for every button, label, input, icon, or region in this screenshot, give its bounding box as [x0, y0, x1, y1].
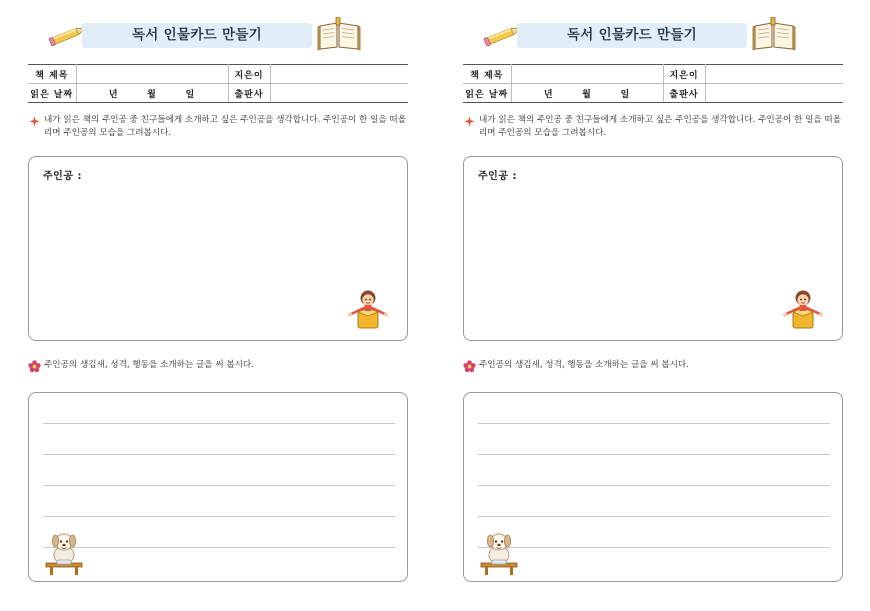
- title-row: [28, 14, 408, 56]
- instruction-draw-text: 내가 읽은 책의 주인공 중 친구들에게 소개하고 싶은 주인공을 생각합니다. 주인공이 한 일을 떠올리며 주인공의 모습을 그려봅시다.: [44, 115, 407, 139]
- field-book-title[interactable]: [511, 65, 663, 84]
- writing-rule: [478, 516, 830, 517]
- drawing-label: 주인공 :: [478, 171, 517, 182]
- field-publisher[interactable]: [270, 84, 408, 103]
- writing-rule: [478, 547, 830, 548]
- instruction-write-text: 주인공의 생김새, 성격, 행동을 소개하는 글을 써 봅시다.: [44, 360, 254, 370]
- writing-rule: [478, 454, 830, 455]
- drawing-area[interactable]: [28, 156, 408, 341]
- instruction-draw: [463, 114, 843, 141]
- label-read-date: 읽은 날짜: [463, 84, 511, 103]
- field-read-date[interactable]: [511, 84, 663, 103]
- open-book-icon: [751, 17, 797, 53]
- label-author: 지은이: [228, 65, 270, 84]
- flower-bullet-icon: [463, 360, 476, 373]
- drawing-label: 주인공 :: [43, 171, 82, 182]
- writing-rule: [43, 485, 395, 486]
- writing-rule: [43, 547, 395, 548]
- label-author: 지은이: [663, 65, 705, 84]
- date-part-month: 월: [582, 89, 592, 100]
- page-title: 독서 인물카드 만들기: [131, 27, 263, 43]
- drawing-area[interactable]: [463, 156, 843, 341]
- writing-rule: [478, 423, 830, 424]
- flower-bullet-icon: [28, 360, 41, 373]
- date-part-year: 년: [108, 89, 119, 100]
- date-part-year: 년: [543, 89, 554, 100]
- instruction-write-text: 주인공의 생김새, 성격, 행동을 소개하는 글을 써 봅시다.: [479, 360, 689, 370]
- page-title: 독서 인물카드 만들기: [566, 27, 698, 43]
- instruction-write: [28, 359, 408, 372]
- field-author[interactable]: [270, 65, 408, 84]
- date-part-day: 일: [620, 89, 631, 100]
- table-row: [463, 65, 843, 84]
- writing-rule: [43, 516, 395, 517]
- label-publisher: 출판사: [228, 84, 270, 103]
- instruction-write: [463, 359, 843, 372]
- worksheet-sheet-right: [435, 0, 870, 611]
- dog-at-desk-icon: [476, 529, 522, 577]
- table-row: [28, 84, 408, 103]
- label-book-title: 책 제목: [28, 65, 76, 84]
- table-row: [463, 84, 843, 103]
- instruction-draw: [28, 114, 408, 141]
- book-info-table: [28, 64, 408, 103]
- title-row: [463, 14, 843, 56]
- open-book-icon: [316, 17, 362, 53]
- field-author[interactable]: [705, 65, 843, 84]
- date-part-day: 일: [185, 89, 196, 100]
- table-row: [28, 65, 408, 84]
- child-in-box-icon: [343, 282, 393, 334]
- child-in-box-icon: [778, 282, 828, 334]
- cross-bullet-icon: [463, 115, 476, 128]
- writing-rule: [478, 485, 830, 486]
- writing-rule: [43, 454, 395, 455]
- dog-at-desk-icon: [41, 529, 87, 577]
- cross-bullet-icon: [28, 115, 41, 128]
- field-publisher[interactable]: [705, 84, 843, 103]
- instruction-draw-text: 내가 읽은 책의 주인공 중 친구들에게 소개하고 싶은 주인공을 생각합니다. 주인공이 한 일을 떠올리며 주인공의 모습을 그려봅시다.: [479, 115, 842, 139]
- field-book-title[interactable]: [76, 65, 228, 84]
- writing-area[interactable]: [28, 392, 408, 582]
- label-book-title: 책 제목: [463, 65, 511, 84]
- writing-area[interactable]: [463, 392, 843, 582]
- writing-rule: [43, 423, 395, 424]
- field-read-date[interactable]: [76, 84, 228, 103]
- book-info-table: [463, 64, 843, 103]
- label-read-date: 읽은 날짜: [28, 84, 76, 103]
- date-part-month: 월: [147, 89, 157, 100]
- label-publisher: 출판사: [663, 84, 705, 103]
